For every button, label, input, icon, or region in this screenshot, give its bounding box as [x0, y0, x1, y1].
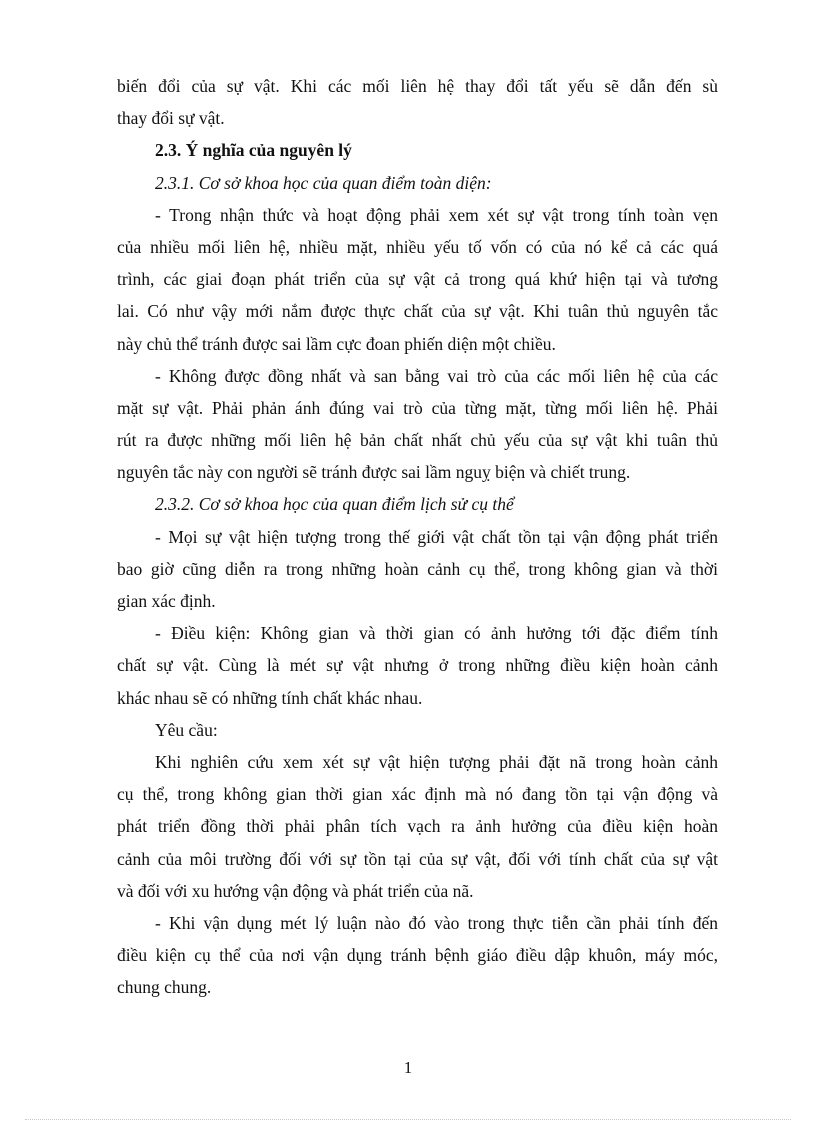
- text-line-11: mặt sự vật. Phải phản ánh đúng vai trò của từng mặt, từng mối liên hệ. Phải: [117, 397, 718, 418]
- text-line-13: nguyên tắc này con người sẽ tránh được sai lầm nguỵ biện và chiết trung.: [117, 462, 631, 483]
- text-line-19: chất sự vật. Cùng là mét sự vật nhưng ở trong những điều kiện hoàn cảnh: [117, 655, 718, 676]
- subsection-heading-2-3-1: 2.3.1. Cơ sở khoa học của quan điểm toàn diện:: [155, 172, 492, 193]
- text-line-9: này chủ thể tránh được sai lầm cực đoan phiến diện một chiều.: [117, 333, 556, 354]
- text-line-2: thay đổi sự vật.: [117, 108, 225, 129]
- text-line-6: của nhiều mối liên hệ, nhiều mặt, nhiều yếu tố vốn có của nó kể cả các quá: [117, 236, 718, 257]
- text-line-15: - Mọi sự vật hiện tượng trong thế giới vật chất tồn tại vận động phát triển: [155, 526, 718, 547]
- text-line-28: điều kiện cụ thể của nơi vận dụng tránh bệnh giáo điều dập khuôn, máy móc,: [117, 945, 718, 966]
- section-heading-2-3: 2.3. Ý nghĩa của nguyên lý: [155, 140, 352, 161]
- text-line-29: chung chung.: [117, 977, 212, 998]
- text-line-8: lai. Có như vậy mới nắm được thực chất của sự vật. Khi tuân thủ nguyên tắc: [117, 301, 718, 322]
- text-line-21: Yêu cầu:: [155, 719, 218, 740]
- text-line-17: gian xác định.: [117, 591, 216, 611]
- text-line-22: Khi nghiên cứu xem xét sự vật hiện tượng phải đặt nã trong hoàn cảnh: [155, 751, 718, 772]
- text-line-25: cảnh của môi trường đối với sự tồn tại của sự vật, đối với tính chất của sự vật: [117, 848, 718, 869]
- subsection-heading-2-3-2: 2.3.2. Cơ sở khoa học của quan điểm lịch sử cụ thể: [155, 494, 514, 515]
- text-line-1: biến đổi của sự vật. Khi các mối liên hệ thay đổi tất yếu sẽ dẫn đến sù: [117, 76, 718, 96]
- text-line-12: rút ra được những mối liên hệ bản chất nhất chủ yếu của sự vật khi tuân thủ: [117, 430, 718, 451]
- text-line-26: và đối với xu hướng vận động và phát triển của nã.: [117, 880, 474, 901]
- text-line-18: - Điều kiện: Không gian và thời gian có ảnh hưởng tới đặc điểm tính: [155, 623, 718, 644]
- page-number: 1: [403, 1058, 413, 1077]
- text-line-24: phát triển đồng thời phải phân tích vạch ra ảnh hưởng của điều kiện hoàn: [117, 816, 718, 837]
- text-line-5: - Trong nhận thức và hoạt động phải xem xét sự vật trong tính toàn vẹn: [155, 204, 718, 225]
- page-body: [117, 70, 718, 1003]
- text-line-23: cụ thể, trong không gian thời gian xác định mà nó đang tồn tại vận động và: [117, 784, 718, 805]
- text-line-10: - Không được đồng nhất và san bằng vai trò của các mối liên hệ của các: [155, 365, 718, 386]
- page-bottom-divider: [25, 1119, 791, 1120]
- text-line-7: trình, các giai đoạn phát triển của sự vật cả trong quá khứ hiện tại và tương: [117, 269, 718, 290]
- text-line-27: - Khi vận dụng mét lý luận nào đó vào trong thực tiễn cần phải tính đến: [155, 912, 718, 933]
- text-line-20: khác nhau sẽ có những tính chất khác nhau.: [117, 687, 423, 708]
- text-line-16: bao giờ cũng diễn ra trong những hoàn cảnh cụ thể, trong không gian và thời: [117, 558, 718, 579]
